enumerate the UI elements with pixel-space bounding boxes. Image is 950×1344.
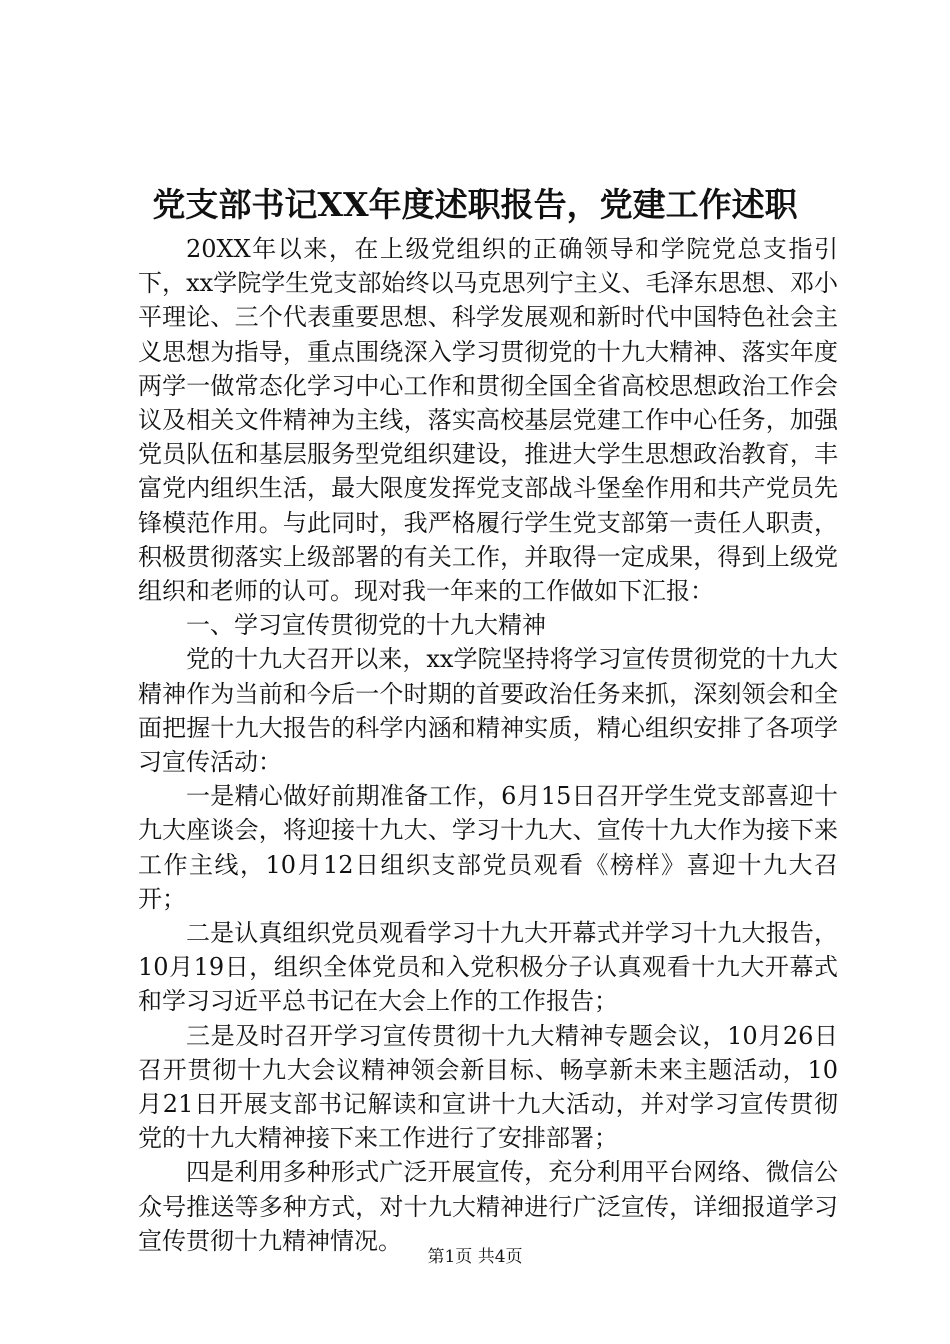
paragraph-item-2: 二是认真组织党员观看学习十九大开幕式并学习十九大报告，10月19日，组织全体党员和入党积极分子认真观看十九大开幕式和学习习近平总书记在大会上作的工作报告；: [138, 919, 838, 1016]
paragraph-item-4: 四是利用多种形式广泛开展宣传，充分利用平台网络、微信公众号推送等多种方式，对十九大精神进行广泛宣传，详细报道学习宣传贯彻十九精神情况。: [138, 1158, 838, 1255]
section-heading-1: 一、学习宣传贯彻党的十九大精神: [186, 611, 546, 640]
paragraph-intro: 20XX年以来，在上级党组织的正确领导和学院党总支指引下，xx学院学生党支部始终以马克思列宁主义、毛泽东思想、邓小平理论、三个代表重要思想、科学发展观和新时代中国特色社会主义思想为指导，重点围绕深入学习贯彻党的十九大精神、落实年度两学一做常态化学习中心工作和贯彻全国全省高校思想政治工作会议及相关文件精神为主线，落实高校基层党建工作中心任务，加强党员队伍和基层服务型党组织建设，推进大学生思想政治教育，丰富党内组织生活，最大限度发挥党支部战斗堡垒作用和共产党员先锋模范作用。与此同时，我严格履行学生党支部第一责任人职责，积极贯彻落实上级部署的有关工作，并取得一定成果，得到上级党组织和老师的认可。现对我一年来的工作做如下汇报：: [138, 235, 838, 606]
paragraph-item-3: 三是及时召开学习宣传贯彻十九大精神专题会议，10月26日召开贯彻十九大会议精神领会新目标、畅享新未来主题活动，10月21日开展支部书记解读和宣讲十九大活动，并对学习宣传贯彻党的十九大精神接下来工作进行了安排部署；: [138, 1021, 838, 1153]
document-body: [138, 232, 838, 1258]
paragraph-section-1: 党的十九大召开以来，xx学院坚持将学习宣传贯彻党的十九大精神作为当前和今后一个时期的首要政治任务来抓，深刻领会和全面把握十九大报告的科学内涵和精神实质，精心组织安排了各项学习宣传活动：: [138, 645, 838, 777]
page-footer: 第1页 共4页: [427, 1247, 523, 1267]
paragraph-item-1: 一是精心做好前期准备工作，6月15日召开学生党支部喜迎十九大座谈会，将迎接十九大、学习十九大、宣传十九大作为接下来工作主线，10月12日组织支部党员观看《榜样》喜迎十九大召开；: [138, 782, 838, 913]
document-title: 党支部书记XX年度述职报告，党建工作述职: [152, 185, 798, 224]
